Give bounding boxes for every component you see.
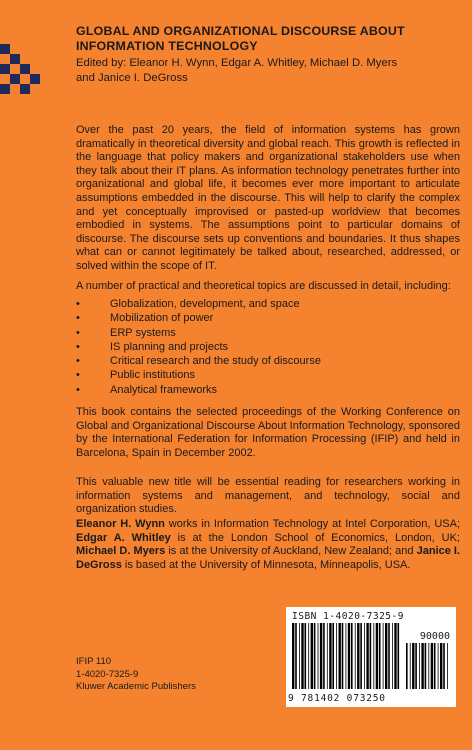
barcode-bar [329,623,331,689]
bio-name: Michael D. Myers [76,545,166,558]
list-item: • IS planning and projects [76,340,460,354]
barcode-bar [398,623,400,689]
barcode-addon-bars [406,643,450,689]
barcode-bar [392,623,393,689]
barcode-bar [370,623,372,689]
proceedings-paragraph: This book contains the selected proceedings of the Working Conference on Global and Organizational Discourse About Information Technology, sponsored by the International Federation for Information Processing (IFIP) and held in Barcelona, Spain in December 2002. [76,406,460,459]
barcode-isbn-label: ISBN 1-4020-7325-9 [292,611,404,622]
barcode-bar [394,623,396,689]
publisher-name: Kluwer Academic Publishers [76,681,196,692]
barcode-bar [360,623,362,689]
barcode-bar [425,643,427,689]
barcode-bar [431,643,433,689]
barcode-bar [421,643,423,689]
list-item: • Globalization, development, and space [76,297,460,311]
barcode-digits: 9 781402 073250 [288,693,386,704]
barcode-bar [339,623,341,689]
barcode-bar [366,623,368,689]
bio-text: works in Information Technology at Intel Corporation, USA; [164,518,461,530]
barcode-bar [355,623,356,689]
barcode-bar [308,623,309,689]
barcode-bar [428,643,429,689]
barcode-bar [364,623,365,689]
barcode-bar [379,623,381,689]
editors [76,56,460,86]
editor-bios [76,518,460,572]
bio-text: is at the London School of Economics, London, UK; [170,531,460,544]
isbn-barcode [286,607,456,707]
barcode-bar [327,623,328,689]
footer-info [76,656,196,694]
list-item: • Analytical frameworks [76,383,460,397]
barcode-bar [336,623,337,689]
barcode-bar [301,623,303,689]
barcode-bar [415,643,417,689]
bio-text: is at the University of Auckland, New Zealand; and [165,545,417,558]
barcode-bar [332,623,334,689]
barcode-bar [388,623,390,689]
barcode-bar [292,623,294,689]
barcode-bar [410,643,411,689]
description-paragraph: Over the past 20 years, the field of information systems has grown dramatically in theoretical diversity and global reach. This growth is reflected in the language that policy makers and organizational stakeholders use when they talk about their IT plans. As information technology penetrates further into organizational and global life, it becomes ever more important to articulate assumptions embedded in the discourse. This will help to clarify the complex and yet conceptually improvised or pasted-up worldview that becomes embodied in systems. The assumptions point to particular domains of discourse. The discourse sets up conventions and boundaries. It thus shapes what can or cannot legitimately be talked about, researched, addressed, or solved within the scope of IT. [76,124,460,272]
list-item: • Critical research and the study of discourse [76,354,460,368]
editors-line-2: and Janice I. DeGross [76,72,188,84]
barcode-bar [295,623,297,689]
topics-list [76,297,460,397]
barcode-bar [351,623,353,689]
footer-isbn: 1-4020-7325-9 [76,668,139,680]
bio-name: Edgar A. Whitley [76,531,171,544]
barcode-bar [383,623,384,689]
barcode-bar [314,623,316,689]
bio-name: Janice I. DeGross [76,545,460,571]
barcode-bar [443,643,445,689]
barcode-bar [346,623,347,689]
book-title: GLOBAL AND ORGANIZATIONAL DISCOURSE ABOUT INFORMATION TECHNOLOGY [76,24,405,53]
barcode-bar [342,623,344,689]
barcode-bar [311,623,313,689]
barcode-bars [292,623,402,689]
editors-line-1: Edited by: Eleanor H. Wynn, Edgar A. Whitley, Michael D. Myers [76,57,398,69]
audience-paragraph: This valuable new title will be essential reading for researchers working in information systems and management, and technology, social and organization studies. [76,476,460,516]
barcode-bar [419,643,420,689]
barcode-bar [305,623,307,689]
barcode-bar [434,643,436,689]
list-item: • Mobilization of power [76,311,460,325]
barcode-bar [440,643,442,689]
barcode-addon-number: 90000 [419,631,450,642]
topics-intro: A number of practical and theoretical topics are discussed in detail, including: [76,280,451,292]
list-item: • Public institutions [76,368,460,382]
barcode-bar [318,623,319,689]
bio-text: is based at the University of Minnesota, Minneapolis, USA. [121,558,411,571]
list-item: • ERP systems [76,326,460,340]
barcode-bar [320,623,322,689]
barcode-bar [447,643,448,689]
barcode-bar [299,623,300,689]
series-number: IFIP 110 [76,656,112,667]
barcode-bar [348,623,350,689]
bio-name: Eleanor H. Wynn [76,518,165,530]
barcode-bar [376,623,378,689]
barcode-bar [357,623,359,689]
barcode-bar [323,623,325,689]
barcode-bar [412,643,414,689]
barcode-bar [406,643,408,689]
publisher-logo-squares [0,44,60,104]
barcode-bar [373,623,374,689]
barcode-bar [438,643,439,689]
barcode-bar [385,623,387,689]
